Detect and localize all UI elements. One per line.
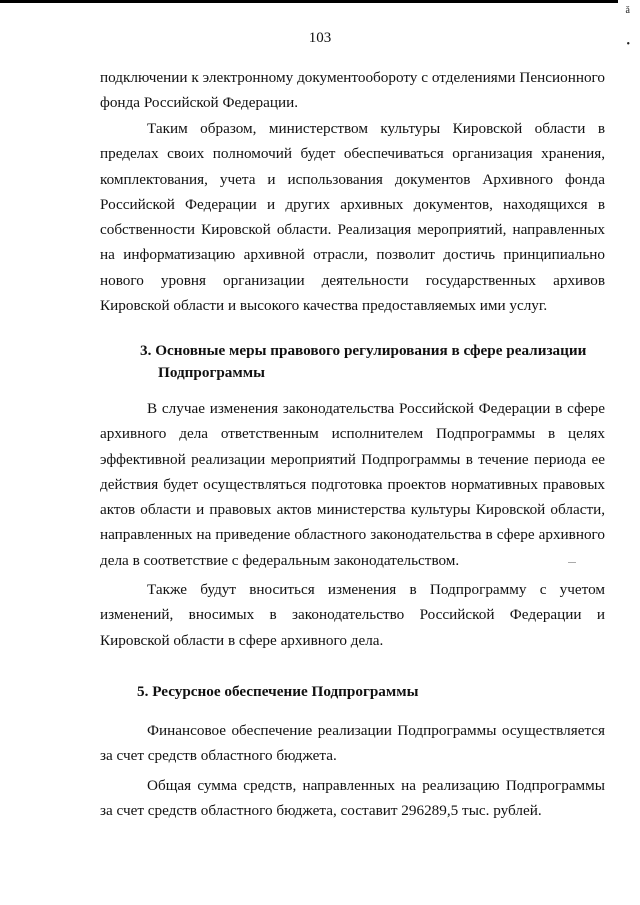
paragraph-legislation-changes: В случае изменения законодательства Российской Федерации в сфере архивного дела ответственным исполнителем Подпрограммы в целях эффективной реализации мероприятий Подпрограммы в течение периода ее действия будет осуществляться подготовка проектов нормативных правовых актов области и правовых актов министерства культуры Кировской области, направленных на приведение областного законодательства в сфере архивного дела в соответствие с федеральным законодательством. (100, 400, 605, 569)
section-3-body (100, 396, 605, 653)
section-3-heading-line-1: 3. Основные меры правового регулирования в сфере реализации (140, 342, 587, 359)
scan-top-rule (0, 0, 618, 3)
paragraph-funding-source: Финансовое обеспечение реализации Подпрограммы осуществляется за счет средств областного бюджета. (100, 722, 605, 765)
scan-corner-dot: • (626, 39, 630, 50)
paragraph-summary-block (100, 116, 605, 318)
page-number: 103 (308, 30, 332, 46)
paragraph-pension-fund: подключении к электронному документообороту с отделениями Пенсионного фонда Российской Федерации. (100, 69, 605, 112)
paragraph-subprogram-amendments: Также будут вноситься изменения в Подпрограмму с учетом изменений, вносимых в законодательство Российской Федерации и Кировской области в сфере архивного дела. (100, 581, 605, 649)
paragraph-summary: Таким образом, министерством культуры Кировской области в пределах своих полномочий будет обеспечиваться организация хранения, комплектования, учета и использования документов Архивного фонда Российской Федерации и других архивных документов, находящихся в собственности Кировской области. Реализация мероприятий, направленных на информатизацию архивной отрасли, позволит достичь принципиально нового уровня организации деятельности государственных архивов Кировской области и высокого качества предоставляемых ими услуг. (100, 120, 605, 315)
scan-speck (568, 562, 576, 563)
section-5-body (100, 718, 605, 823)
paragraph-funding-total: Общая сумма средств, направленных на реализацию Подпрограммы за счет средств областного бюджета, составит 296289,5 тыс. рублей. (100, 776, 605, 819)
section-5-heading: 5. Ресурсное обеспечение Подпрограммы (137, 683, 419, 700)
scan-corner-mark: ǎ (625, 5, 630, 16)
section-3-heading-line-2: Подпрограммы (158, 364, 265, 381)
paragraph-continuation (100, 65, 605, 116)
